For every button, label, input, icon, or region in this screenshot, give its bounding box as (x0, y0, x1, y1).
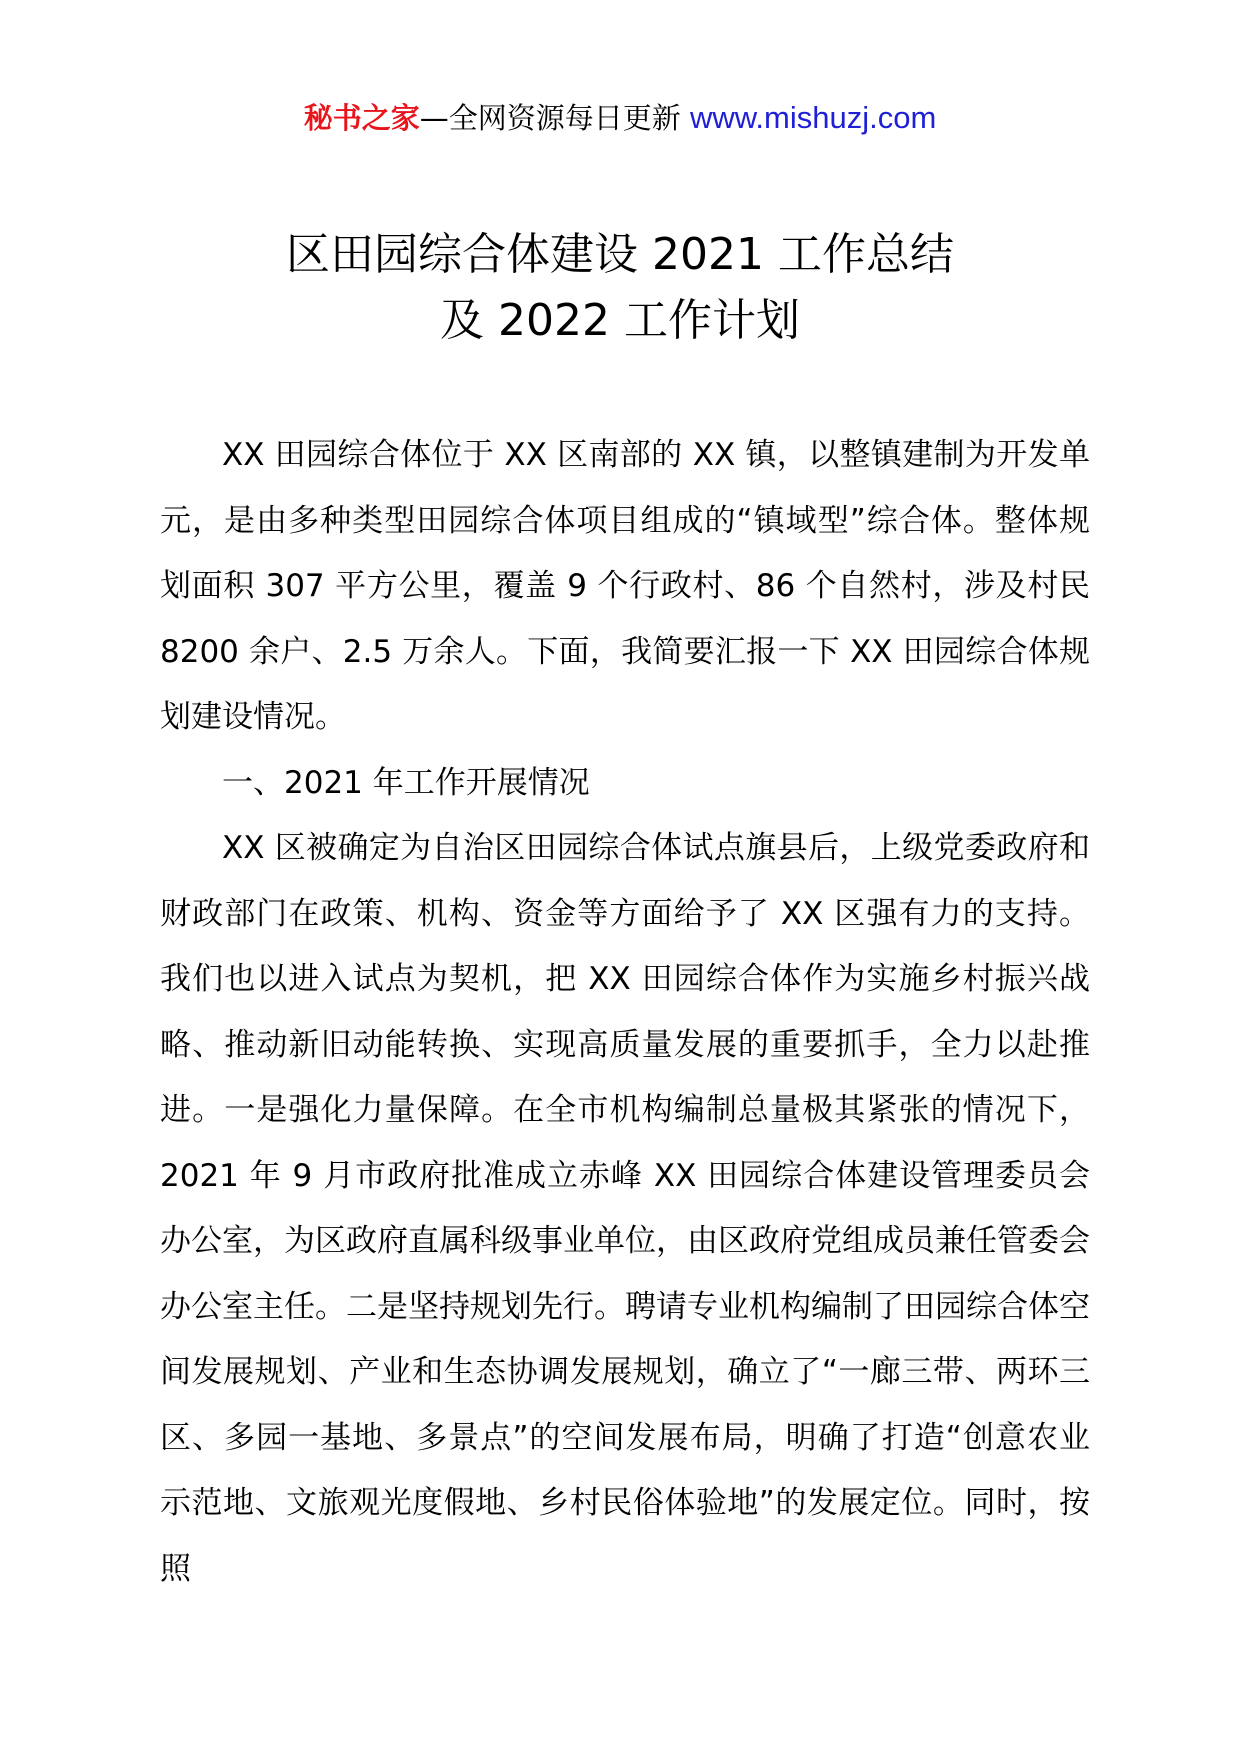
document-body (160, 423, 1090, 1602)
body-paragraph-intro: XX 田园综合体位于 XX 区南部的 XX 镇，以整镇建制为开发单元，是由多种类型田园综合体项目组成的“镇域型”综合体。整体规划面积 307 平方公里，覆盖 9 个行政村、86 个自然村，涉及村民 8200 余户、2.5 万余人。下面，我简要汇报一下 XX 田园综合体规划建设情况。 (160, 437, 1090, 735)
section-heading-2021: 一、2021 年工作开展情况 (222, 764, 590, 801)
site-header (0, 98, 1240, 138)
document-title (0, 222, 1240, 354)
body-paragraph-2021: XX 区被确定为自治区田园综合体试点旗县后，上级党委政府和财政部门在政策、机构、资金等方面给予了 XX 区强有力的支持。我们也以进入试点为契机，把 XX 田园综合体作为实施乡村振兴战略、推动新旧动能转换、实现高质量发展的重要抓手，全力以赴推进。一是强化力量保障。在全市机构编制总量极其紧张的情况下，2021 年 9 月市政府批准成立赤峰 XX 田园综合体建设管理委员会办公室，为区政府直属科级事业单位，由区政府党组成员兼任管委会办公室主任。二是坚持规划先行。聘请专业机构编制了田园综合体空间发展规划、产业和生态协调发展规划，确立了“一廊三带、两环三区、多园一基地、多景点”的空间发展布局，明确了打造“创意农业示范地、文旅观光度假地、乡村民俗体验地”的发展定位。同时，按照 (160, 830, 1090, 1587)
header-tagline: —全网资源每日更新 (419, 101, 690, 135)
title-line-2: 及 2022 工作计划 (440, 295, 800, 346)
site-url-link[interactable]: www.mishuzj.com (689, 100, 937, 135)
title-line-1: 区田园综合体建设 2021 工作总结 (286, 229, 954, 280)
brand-name: 秘书之家 (303, 101, 420, 135)
